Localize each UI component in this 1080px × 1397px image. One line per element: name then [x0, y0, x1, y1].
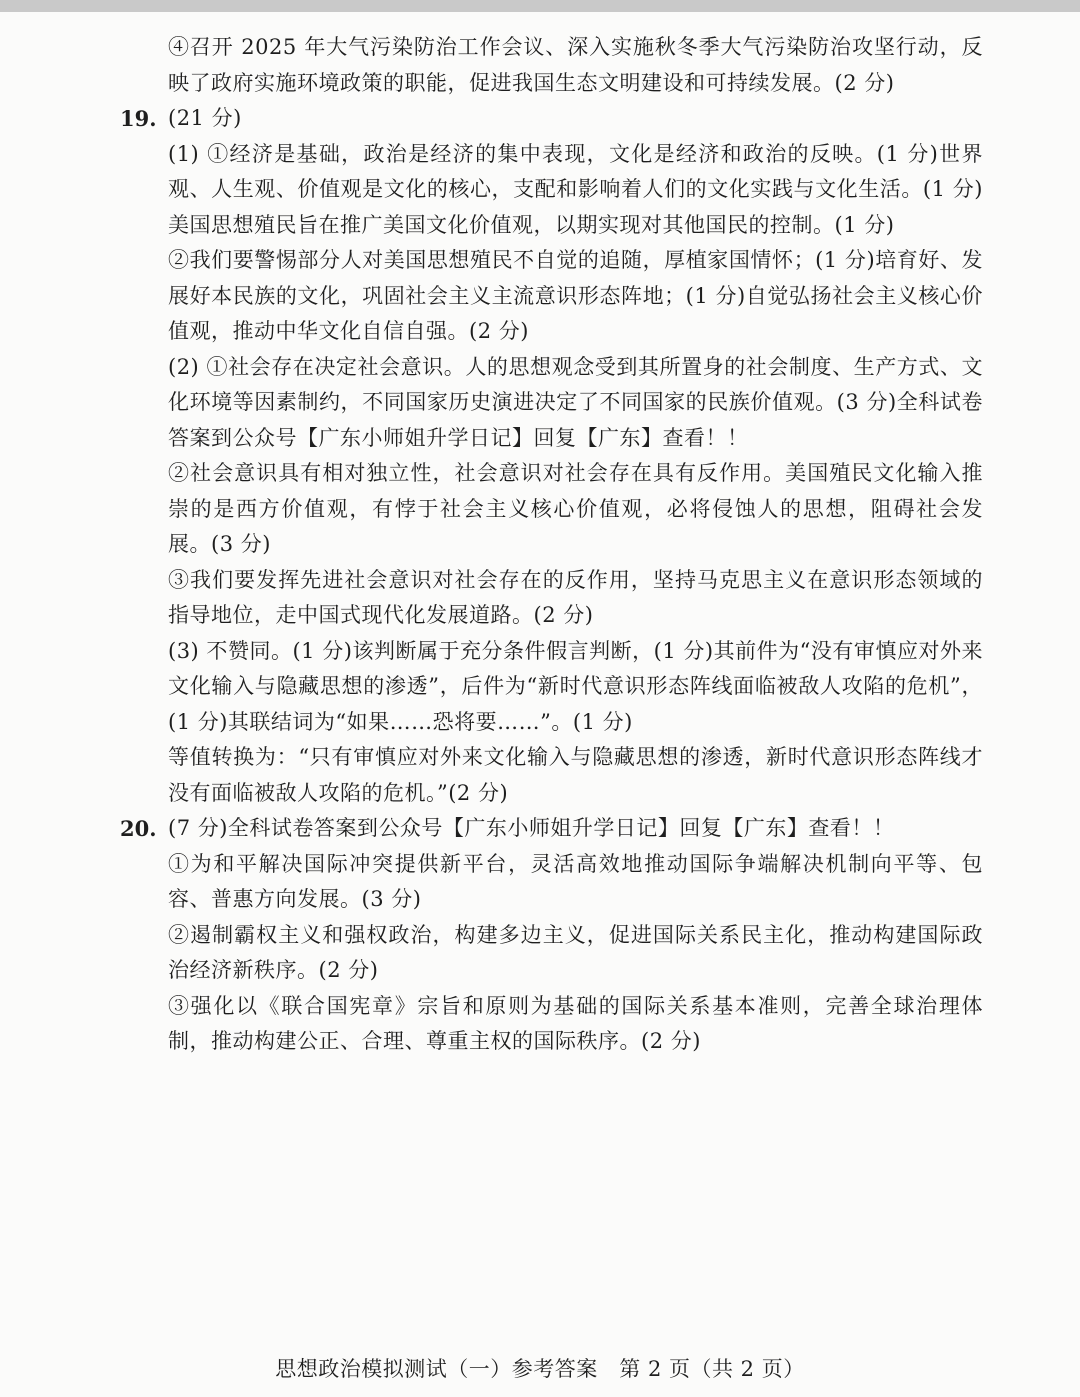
answer-19-part-3-equivalent: 等值转换为：“只有审慎应对外来文化输入与隐藏思想的渗透，新时代意识形态阵线才没有面临被敌人攻陷的危机。”(2 分)	[168, 745, 983, 805]
answer-19-part-2-point-2: ②社会意识具有相对独立性，社会意识对社会存在具有反作用。美国殖民文化输入推崇的是西方价值观，有悖于社会主义核心价值观，必将侵蚀人的思想，阻碍社会发展。(3 分)	[168, 461, 983, 556]
question-19-number: 19.	[120, 106, 157, 131]
question-20-score: (7 分)全科试卷答案到公众号【广东小师姐升学日记】回复【广东】查看！！	[168, 816, 895, 840]
question-20-number: 20.	[120, 816, 157, 841]
answer-page	[0, 30, 1080, 1060]
answer-19-part-2-point-1: (2) ①社会存在决定社会意识。人的思想观念受到其所置身的社会制度、生产方式、文化环境等因素制约，不同国家历史演进决定了不同国家的民族价值观。(3 分)全科试卷答案到公众号【广东小师姐升学日记】回复【广东】查看！！	[168, 354, 983, 450]
answer-18-point-4: ④召开 2025 年大气污染防治工作会议、深入实施秋冬季大气污染防治攻坚行动，反映了政府实施环境政策的职能，促进我国生态文明建设和可持续发展。(2 分)	[168, 35, 983, 95]
question-20-header	[0, 811, 1080, 847]
top-scan-edge	[0, 0, 1080, 12]
question-19-header	[0, 101, 1080, 137]
question-19-score: (21 分)	[168, 106, 242, 130]
answer-19-part-2-point-3: ③我们要发挥先进社会意识对社会存在的反作用，坚持马克思主义在意识形态领域的指导地位，走中国式现代化发展道路。(2 分)	[168, 567, 983, 627]
answer-20-point-2: ②遏制霸权主义和强权政治，构建多边主义，促进国际关系民主化，推动构建国际政治经济新秩序。(2 分)	[168, 922, 983, 982]
answer-20-point-1: ①为和平解决国际冲突提供新平台，灵活高效地推动国际争端解决机制向平等、包容、普惠方向发展。(3 分)	[168, 851, 983, 911]
answer-19-part-1-point-1: (1) ①经济是基础，政治是经济的集中表现，文化是经济和政治的反映。(1 分)世界观、人生观、价值观是文化的核心，支配和影响着人们的文化实践与文化生活。(1 分)美国思想殖民旨在推广美国文化价值观，以期实现对其他国民的控制。(1 分)	[168, 141, 983, 237]
answer-20-point-3: ③强化以《联合国宪章》宗旨和原则为基础的国际关系基本准则，完善全球治理体制，推动构建公正、合理、尊重主权的国际秩序。(2 分)	[168, 993, 983, 1053]
answer-19-part-1-point-2: ②我们要警惕部分人对美国思想殖民不自觉的追随，厚植家国情怀；(1 分)培育好、发展好本民族的文化，巩固社会主义主流意识形态阵地；(1 分)自觉弘扬社会主义核心价值观，推动中华文化自信自强。(2 分)	[168, 248, 983, 343]
answer-19-part-3: (3) 不赞同。(1 分)该判断属于充分条件假言判断，(1 分)其前件为“没有审慎应对外来文化输入与隐藏思想的渗透”，后件为“新时代意识形态阵线面临被敌人攻陷的危机”，(1 分)其联结词为“如果……恐将要……”。(1 分)	[168, 638, 983, 734]
page-footer: 思想政治模拟测试（一）参考答案 第 2 页（共 2 页）	[275, 1357, 805, 1381]
